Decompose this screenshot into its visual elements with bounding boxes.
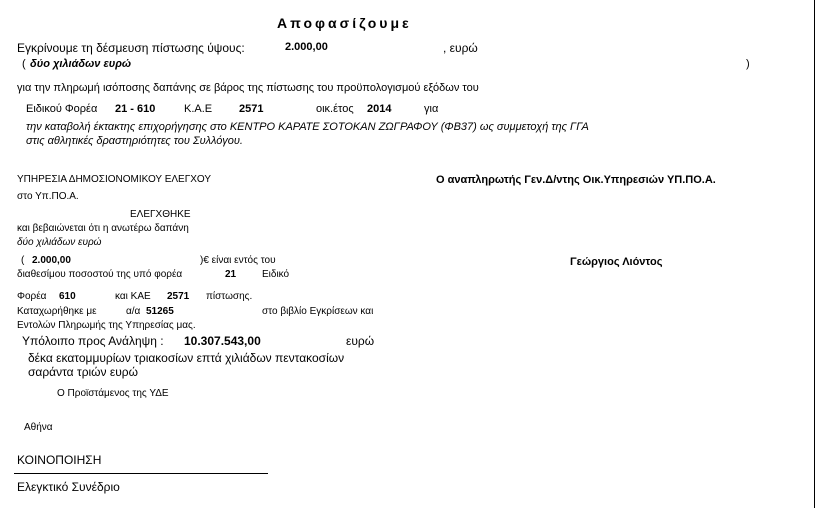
available-line: διαθεσίμου ποσοστού της υπό φορέα: [17, 269, 183, 280]
approval-amount: 2.000,00: [285, 41, 328, 53]
orders-line: Εντολών Πληρωμής της Υπηρεσίας μας.: [17, 320, 196, 331]
control-service-header-2: στο Υπ.ΠΟ.Α.: [17, 191, 79, 202]
control-amount: 2.000,00: [32, 255, 71, 266]
control-kae-value: 2571: [167, 291, 190, 302]
deputy-title: Ο αναπληρωτής Γεν.Δ/ντης Οικ.Υπηρεσιών ΥΠ.ΠΟ.Α.: [436, 174, 716, 186]
fiscal-year-value: 2014: [367, 103, 392, 115]
body-value: 610: [59, 291, 76, 302]
checked-stamp-text: ΕΛΕΓΧΘΗΚΕ: [130, 209, 191, 220]
notification-heading: ΚΟΙΝΟΠΟΙΗΣΗ: [17, 453, 102, 467]
kae-value: 2571: [239, 103, 264, 115]
approval-intro: Εγκρίνουμε τη δέσμευση πίστωσης ύψους:: [17, 41, 245, 55]
special-body-label: Ειδικού Φορέα: [26, 103, 98, 115]
aa-value: 51265: [146, 306, 174, 317]
remaining-label: Υπόλοιπο προς Ανάληψη :: [22, 334, 164, 348]
registered-label: Καταχωρήθηκε με: [17, 306, 97, 317]
kae-label: Κ.Α.Ε: [184, 103, 213, 115]
amount-words: δύο χιλιάδων ευρώ: [30, 58, 132, 70]
notification-divider: [14, 473, 268, 474]
control-paren-open: (: [21, 255, 25, 266]
head-title: Ο Προϊστάμενος της ΥΔΕ: [57, 388, 169, 399]
deputy-name: Γεώργιος Λιόντος: [570, 256, 663, 268]
control-service-header-1: ΥΠΗΡΕΣΙΑ ΔΗΜΟΣΙΟΝΟΜΙΚΟΥ ΕΛΕΓΧΟΥ: [17, 174, 212, 185]
remaining-words-2: σαράντα τριών ευρώ: [28, 365, 138, 379]
control-within-text: )€ είναι εντός του: [200, 255, 276, 266]
remaining-words-1: δέκα εκατομμυρίων τριακοσίων επτά χιλιάδων πεντακοσίων: [28, 351, 345, 365]
description-line-1: την καταβολή έκτακτης επιχορήγησης στο ΚΕΝΤΡΟ ΚΑΡΑΤΕ ΣΟΤΟΚΑΝ ΖΩΓΡΑΦΟΥ (ΦΒ37) ως συμμετοχή της ΓΓΑ: [26, 121, 589, 133]
page-right-border: [814, 0, 815, 508]
body-code: 21: [225, 269, 237, 280]
description-line-2: στις αθλητικές δραστηριότητες του Συλλόγου.: [26, 135, 243, 147]
remaining-amount: 10.307.543,00: [184, 334, 261, 348]
body-label: Φορέα: [17, 291, 47, 302]
notification-recipient: Ελεγκτικό Συνέδριο: [17, 480, 120, 494]
aa-label: α/α: [126, 306, 141, 317]
amount-words-close-paren: ): [746, 58, 750, 70]
approval-currency: , ευρώ: [443, 41, 478, 55]
special-body-value: 21 - 610: [115, 103, 156, 115]
remaining-currency: ευρώ: [346, 334, 375, 348]
control-amount-words: δύο χιλιάδων ευρώ: [17, 237, 102, 248]
document-title: Αποφασίζουμε: [277, 15, 412, 31]
control-kae-label: και ΚΑΕ: [115, 291, 151, 302]
purpose-line: για την πληρωμή ισόποσης δαπάνης σε βάρος της πίστωσης του προϋπολογισμού εξόδων του: [17, 82, 479, 94]
city: Αθήνα: [24, 422, 53, 433]
book-text: στο βιβλίο Εγκρίσεων και: [262, 306, 374, 317]
confirm-line: και βεβαιώνεται ότι η ανωτέρω δαπάνη: [17, 223, 189, 234]
credit-word: πίστωσης.: [206, 291, 253, 302]
amount-words-open-paren: (: [22, 58, 26, 70]
special-word: Ειδικό: [262, 269, 290, 280]
fiscal-year-suffix: για: [424, 103, 439, 115]
fiscal-year-label: οικ.έτος: [316, 103, 354, 115]
